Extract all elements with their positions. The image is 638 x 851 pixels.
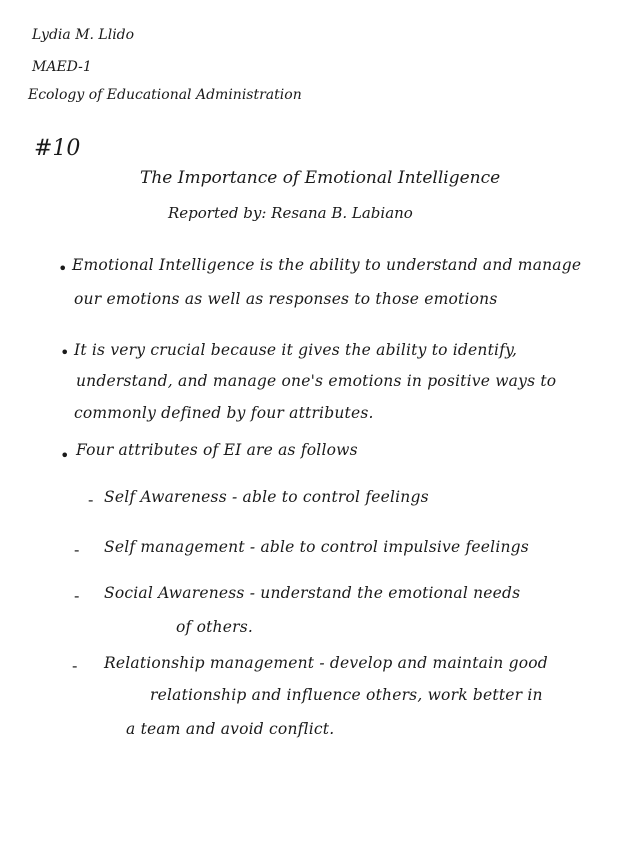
bullet-marker: • [60,446,70,465]
dash-marker: - [72,656,78,675]
bullet-marker: • [60,343,70,362]
dash-marker: - [88,490,94,509]
subject-title: Ecology of Educational Administration [28,87,302,103]
attribute-3-line-2: of others. [176,618,254,636]
attribute-2-line-1: Self management - able to control impulsive feelings [104,538,529,556]
attribute-4-line-1: Relationship management - develop and maintain good [104,654,548,672]
page-title: The Importance of Emotional Intelligence [140,168,501,188]
bullet-2-line-3: commonly defined by four attributes. [74,404,374,422]
attribute-4-line-2: relationship and influence others, work better in [150,686,543,704]
bullet-1-line-2: our emotions as well as responses to those emotions [74,290,498,308]
bullet-3-line-1: Four attributes of EI are as follows [76,441,358,459]
course-code: MAED-1 [32,59,92,75]
dash-marker: - [74,586,80,605]
reporter-byline: Reported by: Resana B. Labiano [168,204,413,222]
author-name: Lydia M. Llido [32,27,135,43]
attribute-1-line-1: Self Awareness - able to control feelings [104,488,429,506]
bullet-marker: • [58,259,68,278]
bullet-2-line-1: It is very crucial because it gives the ability to identify, [74,341,518,359]
attribute-4-line-3: a team and avoid conflict. [126,720,335,738]
bullet-2-line-2: understand, and manage one's emotions in positive ways to [76,372,557,390]
item-number: #10 [34,136,81,161]
attribute-3-line-1: Social Awareness - understand the emotional needs [104,584,521,602]
bullet-1-line-1: Emotional Intelligence is the ability to understand and manage [72,256,582,274]
dash-marker: - [74,540,80,559]
